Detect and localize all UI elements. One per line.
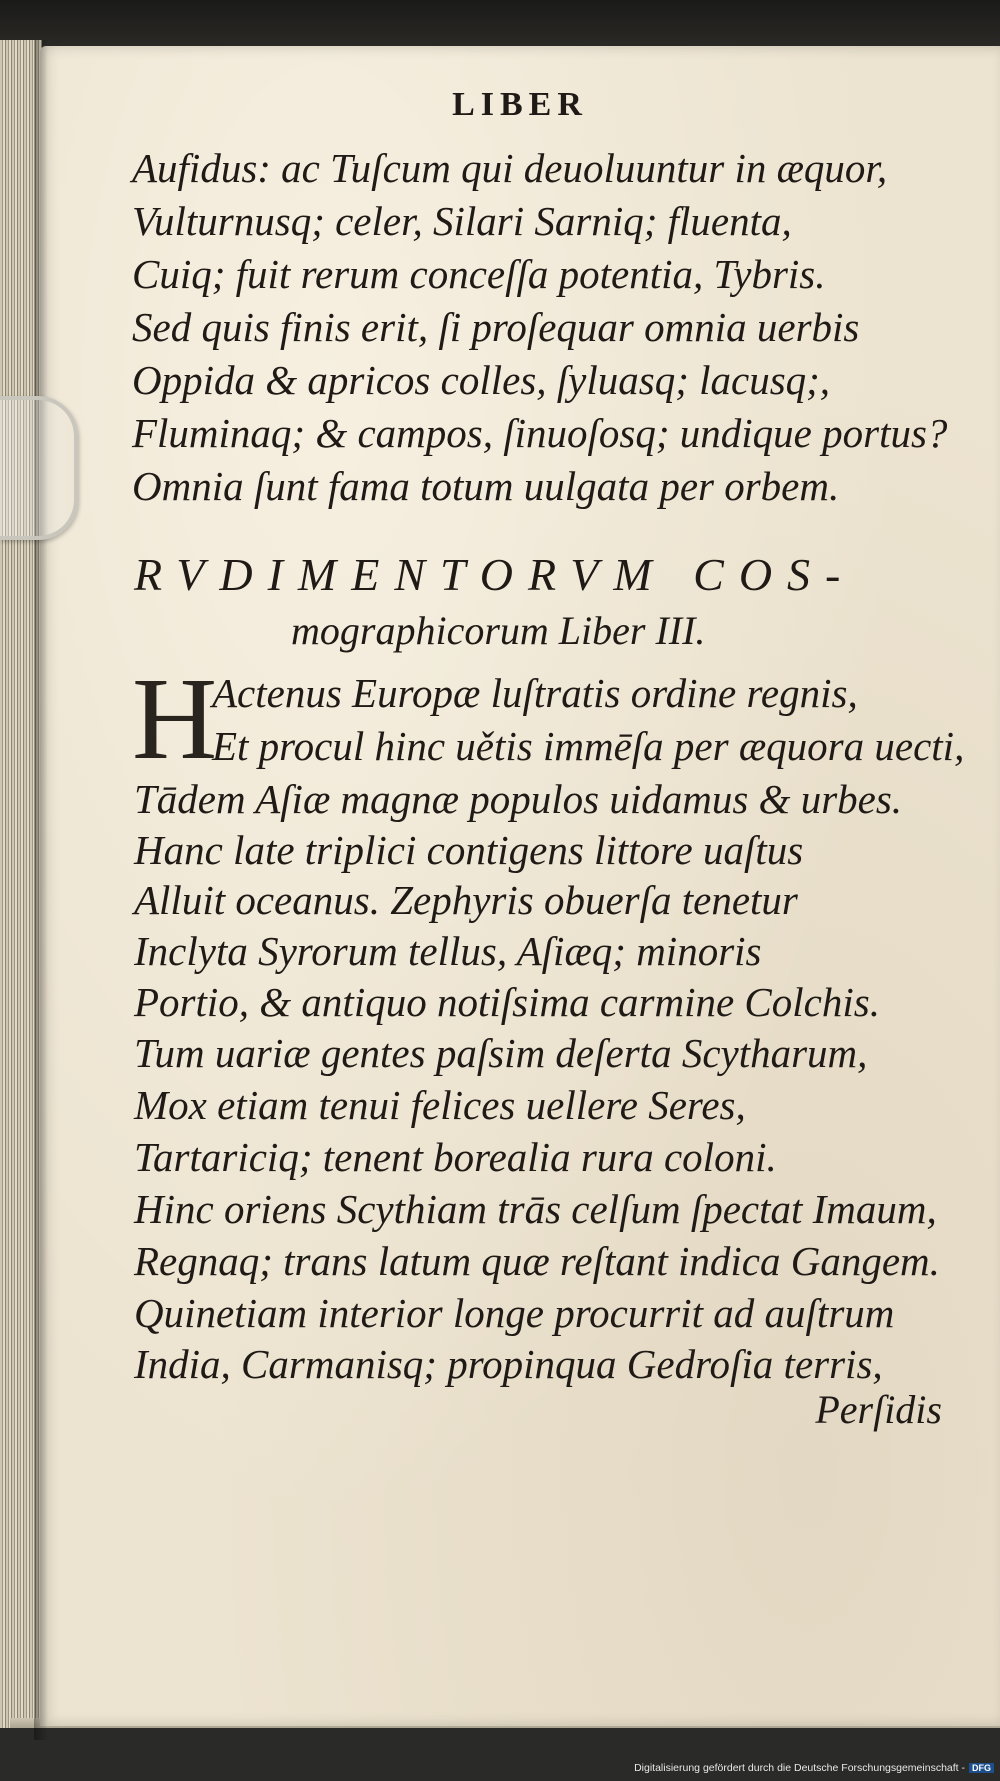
gutter-shadow bbox=[34, 40, 48, 1740]
verse-line: Actenus Europæ luſtratis ordine regnis, bbox=[212, 670, 858, 716]
catchword: Perſidis bbox=[815, 1387, 942, 1432]
verse-line: Portio, & antiquo notiſsima carmine Colchis. bbox=[134, 979, 880, 1025]
running-head: LIBER bbox=[452, 86, 588, 123]
verse-line: Aufidus: ac Tuſcum qui deuoluuntur in æquor, bbox=[132, 145, 888, 191]
verse-line: Hinc oriens Scythiam trās celſum ſpectat Imaum, bbox=[134, 1186, 937, 1232]
verse-line: Sed quis finis erit, ſi proſequar omnia uerbis bbox=[132, 304, 860, 350]
section-heading: RVDIMENTORVM COS- bbox=[134, 549, 856, 600]
verse-line: Cuiq; fuit rerum conceſſa potentia, Tybris. bbox=[132, 251, 826, 297]
verse-line: Tartariciq; tenent borealia rura coloni. bbox=[134, 1134, 777, 1180]
scanner-top-edge bbox=[0, 0, 1000, 48]
verse-line: Quinetiam interior longe procurrit ad auſtrum bbox=[134, 1290, 895, 1336]
verse-line: Vulturnusq; celer, Silari Sarniq; fluenta, bbox=[132, 198, 792, 244]
page-clip bbox=[0, 396, 78, 540]
verse-line: Inclyta Syrorum tellus, Aſiæq; minoris bbox=[134, 928, 762, 974]
verse-line: Omnia ſunt fama totum uulgata per orbem. bbox=[132, 463, 840, 509]
verse-line: Regnaq; trans latum quæ reſtant indica Gangem. bbox=[134, 1238, 940, 1284]
section-subheading: mographicorum Liber III. bbox=[291, 608, 706, 653]
verse-line: Hanc late triplici contigens littore uaſtus bbox=[134, 827, 804, 873]
verse-line: Tum uariæ gentes paſsim deſerta Scytharum, bbox=[134, 1030, 868, 1076]
drop-cap: H bbox=[132, 653, 218, 784]
verse-line: Fluminaq; & campos, ſinuoſosq; undique portus? bbox=[132, 410, 948, 456]
verse-line: Tādem Aſiæ magnæ populos uidamus & urbes. bbox=[134, 776, 903, 822]
verse-line: Mox etiam tenui felices uellere Seres, bbox=[134, 1082, 746, 1128]
verse-line: India, Carmanisq; propinqua Gedroſia terris, bbox=[134, 1341, 883, 1387]
dfg-logo-badge: DFG bbox=[969, 1763, 994, 1773]
verse-line: Alluit oceanus. Zephyris obuerſa tenetur bbox=[134, 877, 798, 923]
verse-line: Et procul hinc uětis immēſa per æquora uecti, bbox=[212, 723, 965, 769]
credit-text: Digitalisierung gefördert durch die Deutsche Forschungsgemeinschaft - bbox=[634, 1762, 965, 1774]
digitization-credit bbox=[634, 1762, 994, 1774]
verse-line: Oppida & apricos colles, ſyluasq; lacusq;, bbox=[132, 357, 831, 403]
